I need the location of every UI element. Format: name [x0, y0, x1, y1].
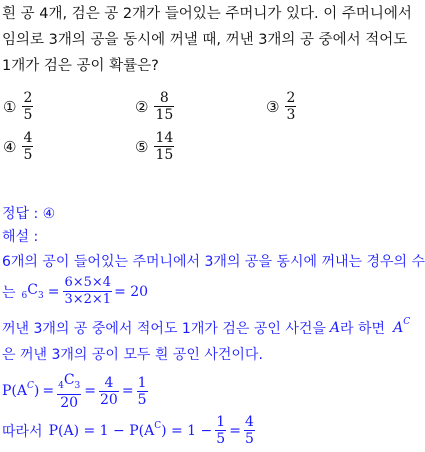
numerator: 1 — [216, 414, 226, 430]
combination — [22, 282, 44, 301]
numerator: 4 — [23, 130, 33, 146]
comb-c: C — [63, 372, 75, 388]
numerator: 2 — [23, 90, 33, 106]
denominator: 15 — [155, 147, 174, 163]
var-a-complement: A — [393, 320, 404, 336]
numerator: 14 — [155, 130, 174, 146]
comb-c: C — [27, 282, 38, 299]
final-line — [2, 414, 255, 447]
denominator: 5 — [244, 431, 254, 447]
one-over-five — [137, 375, 148, 408]
equals: = — [47, 283, 60, 300]
question-line-3: 1개가 검은 공이 확률은? — [2, 58, 159, 74]
denominator: 20 — [60, 394, 79, 411]
combination-line — [2, 275, 148, 308]
comb-n: 6 — [21, 290, 28, 301]
option-1-marker: ① — [3, 97, 17, 116]
numerator: 8 — [159, 90, 169, 106]
equals: = — [42, 383, 55, 400]
option-1[interactable] — [3, 90, 33, 123]
one-fifth — [215, 414, 226, 447]
denominator: 5 — [23, 107, 33, 123]
solution-heading: 해설 : — [2, 229, 39, 245]
denominator: 20 — [100, 391, 118, 408]
comb-fraction — [63, 275, 112, 308]
denominator: 5 — [137, 391, 147, 408]
answer-label: 정답 : ④ — [2, 206, 56, 222]
comb-over-20 — [57, 372, 81, 411]
complement-sup: C — [27, 381, 34, 392]
comb-n: 4 — [58, 380, 64, 391]
complement-sup: C — [403, 317, 411, 327]
numerator: 6×5×4 — [64, 275, 112, 290]
option-5[interactable] — [135, 130, 174, 163]
p-a: P(A — [2, 383, 27, 400]
option-4[interactable] — [3, 130, 33, 163]
option-1-fraction — [22, 90, 33, 123]
solution-line-1: 6개의 공이 들어있는 주머니에서 3개의 공을 동시에 꺼내는 경우의 수 — [2, 254, 425, 270]
numerator: 1 — [137, 374, 147, 391]
denominator: 15 — [155, 107, 174, 123]
numerator — [57, 372, 81, 394]
option-3-fraction — [285, 90, 296, 123]
denominator: 3×2×1 — [64, 292, 112, 307]
numerator: 4 — [244, 414, 254, 430]
prefix-text: 는 — [2, 284, 16, 301]
equals: = — [229, 422, 241, 439]
denominator: 5 — [23, 147, 33, 163]
result: = 20 — [114, 283, 149, 300]
var-a: A — [329, 320, 341, 336]
numerator: 4 — [104, 374, 114, 391]
option-5-marker: ⑤ — [135, 137, 149, 156]
final-expr-2: ) = 1 − — [161, 422, 213, 439]
four-over-twenty — [99, 375, 119, 408]
paren: ) — [33, 383, 40, 400]
option-2-marker: ② — [135, 97, 149, 116]
option-5-fraction — [154, 130, 174, 163]
four-fifths — [244, 414, 255, 447]
option-3-marker: ③ — [266, 97, 280, 116]
solution-line-4: 은 꺼낸 3개의 공이 모두 흰 공인 사건이다. — [2, 347, 263, 363]
comb-r: 3 — [37, 290, 44, 301]
complement-sup: C — [154, 420, 162, 431]
final-prefix: 따라서 — [2, 423, 43, 440]
equals: = — [84, 383, 97, 400]
option-2-fraction — [154, 90, 174, 123]
final-expr: P(A) = 1 − P(A — [48, 422, 155, 439]
comb-r: 3 — [74, 380, 81, 391]
denominator: 3 — [286, 107, 296, 123]
denominator: 5 — [216, 431, 226, 447]
question-line-1: 흰 공 4개, 검은 공 2개가 들어있는 주머니가 있다. 이 주머니에서 — [2, 6, 412, 22]
numerator: 2 — [286, 90, 296, 106]
option-2[interactable] — [135, 90, 174, 123]
option-4-marker: ④ — [3, 137, 17, 156]
complement-probability — [2, 372, 148, 411]
line3-text: 꺼낸 3개의 공 중에서 적어도 1개가 검은 공인 사건을 — [2, 321, 326, 337]
option-3[interactable] — [266, 90, 296, 123]
solution-line-3 — [2, 318, 410, 338]
question-line-2: 임의로 3개의 공을 동시에 꺼낼 때, 꺼낸 3개의 공 중에서 적어도 — [2, 32, 408, 48]
equals: = — [121, 383, 134, 400]
option-4-fraction — [22, 130, 33, 163]
line3-mid: 라 하면 — [340, 321, 386, 337]
